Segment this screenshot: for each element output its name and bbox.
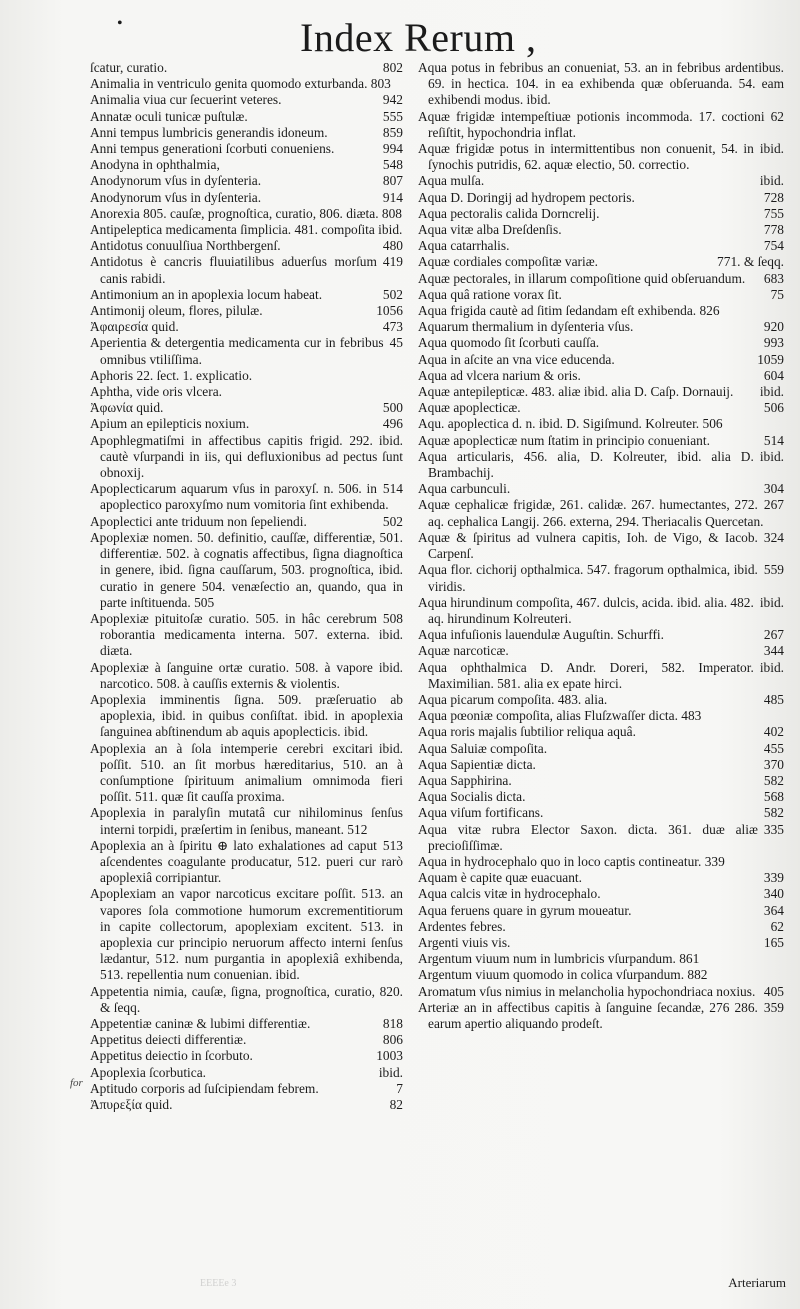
index-entry [418,562,784,594]
index-entry [90,838,403,887]
index-entry [90,109,403,125]
index-entry-text: Aqua ophthalmica D. Andr. Doreri, 582. Imperator. Maximilian. 581. alia ex epate hirci. [418,659,754,691]
index-entry-page: 62 [770,918,784,934]
index-entry-text: Apoplexia an à ſola intemperie cerebri excitari poſſit. 510. an ſit morbus hæreditarius, 510. an à conſumptione ſpirituum animalium omnimoda fieri poſſit. 511. quæ ſit cauſſa proxima. [90,740,403,805]
index-entry-text: Aquæ apoplecticæ. [418,400,521,416]
page-title: Index Rerum , [300,15,537,60]
index-entry-text: Aqua picarum compoſita. 483. alia. [418,691,608,707]
index-entry [418,433,784,449]
index-entry [418,822,784,854]
index-entry [90,92,403,108]
index-entry-page: 807 [382,173,403,189]
index-entry-text: Antidotus è cancris fluuiatilibus aduerſus morſum canis rabidi. [90,254,377,286]
index-entry-text: Aqua flor. cichorij opthalmica. 547. fragorum opthalmica, ibid. viridis. [418,562,758,594]
index-entry-page: 1056 [376,303,403,319]
index-entry-page: 455 [763,740,784,756]
index-entry [418,692,784,708]
index-entry-page: 555 [382,108,403,124]
index-entry [90,481,403,513]
index-entry-text: Annatæ oculi tunicæ puſtulæ. [90,108,248,124]
index-entry-page: 419 [382,254,403,270]
index-entry-page: 480 [382,238,403,254]
index-entry [418,854,784,870]
index-entry-page: 502 [382,286,403,302]
index-entry [418,400,784,416]
index-entry-text: Aqua vitæ alba Dreſdenſis. [418,222,562,238]
index-entry [90,530,403,611]
index-entry-page: 993 [763,335,784,351]
index-entry [418,481,784,497]
index-entry-page: 818 [382,1015,403,1031]
index-entry-text: Apoplectici ante triduum non ſepeliendi. [90,513,307,529]
index-entry-text: Antipeleptica medicamenta ſimplicia. 481. compoſita ibid. [90,222,403,238]
index-entry-page: 496 [382,416,403,432]
index-entry [418,352,784,368]
index-entry-page: ibid. [378,659,403,675]
index-entry [90,222,403,238]
index-entry [90,611,403,660]
index-entry-text: Apophlegmatiſmi in affectibus capitis frigid. 292. cautè vſurpandi in iis, qui defluxionibus ad pectus ſunt obnoxij. [90,432,403,481]
index-entry-text: Aqua catarrhalis. [418,238,510,254]
index-entry-page: 364 [763,902,784,918]
index-entry-text: Aqua feruens quare in gyrum moueatur. [418,902,632,918]
index-entry [90,254,403,286]
index-entry-text: Aqua Socialis dicta. [418,789,526,805]
index-entry-text: Arteriæ an in affectibus capitis à ſanguine ſecandæ, 276 286. earum apertio aliquando prodeſt. [418,999,758,1031]
index-entry [90,1097,403,1113]
index-entry-text: Aquæ pectorales, in illarum compoſitione quid obſeruandum. [418,270,746,286]
index-entry [418,789,784,805]
index-entry-text: Apoplexiæ nomen. 50. definitio, cauſſæ, differentiæ, 501. differentiæ. 502. à cognatis affectibus, ſigna diagnoſtica in genere, ibid. ſigna cauſſarum, 503. prognoſtica, ibid. curatio in genere 504. venæſectio an, quando, qua in parte inſtituenda. 505 [90,529,403,610]
index-entry [90,141,403,157]
index-entry-page: 75 [770,286,784,302]
index-entry-text: Aphoris 22. ſect. 1. explicatio. [90,367,253,383]
index-entry [90,400,403,416]
index-entry [90,741,403,806]
index-entry-text: Aquæ antepilepticæ. 483. aliæ ibid. alia D. Caſp. Dornauij. [418,384,734,400]
index-entry-page: 165 [763,934,784,950]
index-entry-text: Anorexia 805. cauſæ, prognoſtica, curatio, 806. diæta. 808 [90,205,403,221]
index-entry-text: Aqua in hydrocephalo quo in loco captis contineatur. 339 [418,853,725,869]
index-entry-page: 548 [382,157,403,173]
index-entry-text: Anodyna in ophthalmia, [90,157,220,173]
index-entry [418,271,784,287]
index-entry [418,773,784,789]
index-entry-text: Aqua Sapientiæ dicta. [418,756,536,772]
index-entry [418,303,784,319]
index-entry-text: Aquæ apoplecticæ num ſtatim in principio conueniant. [418,432,710,448]
index-entry-text: Aqua Sapphirina. [418,772,512,788]
index-entry-page: 914 [382,189,403,205]
index-entry [90,60,403,76]
index-entry-page: 1059 [757,351,784,367]
index-entry-page: 485 [763,691,784,707]
index-entry-page: 683 [763,270,784,286]
index-entry-page: 62 [770,108,784,124]
index-entry-text: Antimonium an in apoplexia locum habeat. [90,286,323,302]
index-entry-text: Argenti viuis vis. [418,934,511,950]
index-entry-text: Aquarum thermalium in dyſenteria vſus. [418,319,634,335]
index-entry-page: 513 [382,837,403,853]
index-entry-text: Aqua frigida cautè ad ſitim ſedandam eſt exhibenda. 826 [418,303,720,319]
index-entry [90,76,403,92]
index-entry-text: Aquæ & ſpiritus ad vulnera capitis, Ioh. de Vigo, & Iacob. Carpenſ. [418,529,758,562]
right-index-column [418,60,784,1032]
index-entry [418,60,784,109]
index-entry-text: Animalia viua cur ſecuerint veteres. [90,92,282,108]
index-entry [418,222,784,238]
index-entry-text: Ἀφαιρεσία quid. [90,319,179,335]
index-entry-text: Antimonij oleum, flores, pilulæ. [90,303,263,319]
index-entry-text: Argentum viuum num in lumbricis vſurpandum. 861 [418,951,700,967]
header-marker: • [117,15,123,32]
index-entry [90,238,403,254]
index-entry-text: Apium an epilepticis noxium. [90,416,250,432]
index-entry-page: ibid. [378,432,403,448]
index-entry [90,805,403,837]
index-entry-page: ibid. [759,173,784,189]
index-entry-page: 506 [763,400,784,416]
catchword: Arteriarum [728,1275,786,1290]
index-entry [418,886,784,902]
index-entry [418,919,784,935]
index-entry [418,206,784,222]
index-entry-page: 806 [382,1032,403,1048]
index-entry-page: 45 [389,335,403,351]
index-entry [418,805,784,821]
index-entry-page: 755 [763,205,784,221]
index-entry [90,984,403,1016]
index-entry-text: Apoplexia an à ſpiritu ⊕ lato exhalationes ad caput aſcendentes coagulante producatur, 512. pueri cur rarò apoplexiâ corripiantur. [90,837,403,886]
index-entry [418,870,784,886]
index-entry-page: 370 [763,756,784,772]
index-entry-text: Anodynorum vſus in dyſenteria. [90,189,262,205]
index-entry-page: 568 [763,789,784,805]
index-entry-page: 754 [763,238,784,254]
index-entry [418,190,784,206]
index-entry-text: Ardentes febres. [418,918,506,934]
left-index-column [90,60,403,1113]
index-entry [418,757,784,773]
index-entry-text: Ἀφωνία quid. [90,400,164,416]
index-entry-page: 778 [763,222,784,238]
index-entry [418,287,784,303]
index-entry-page: 802 [382,60,403,75]
index-entry [90,384,403,400]
index-entry [418,368,784,384]
index-entry-text: Aqua potus in febribus an conueniat, 53. an in febribus ardentibus. 69. in hectica. 104. in ea exhibenda quæ obſeruanda. 54. eam exhibendi modus. ibid. [418,60,784,108]
index-entry-text: Aquæ cordiales compoſitæ variæ. [418,254,599,270]
index-entry [418,530,784,562]
index-entry [418,935,784,951]
index-entry [90,368,403,384]
index-entry [418,984,784,1000]
index-entry-page: 500 [382,400,403,416]
index-entry [418,173,784,189]
index-entry-text: Apoplexia in paralyſin mutatâ cur nihilominus ſenſus interni torpidi, præſertim in ſenibus, maneant. 512 [90,805,403,837]
index-entry [90,125,403,141]
index-entry-text: Appetentia nimia, cauſæ, ſigna, prognoſtica, curatio, 820. & ſeqq. [90,983,403,1015]
index-entry [418,741,784,757]
index-entry [418,384,784,400]
index-entry-text: Aqua pectoralis calida Dorncrelij. [418,205,600,221]
index-entry-page: ibid. [759,141,784,157]
index-entry [90,886,403,983]
index-entry-page: 402 [763,724,784,740]
index-entry-text: Aqua vitæ rubra Elector Saxon. dicta. 361. duæ aliæ precioſiſſimæ. [418,821,758,853]
index-entry-page: 267 [763,627,784,643]
index-entry [90,1032,403,1048]
index-entry-page: 304 [763,481,784,497]
index-entry-text: Aqua hirundinum compoſita, 467. dulcis, acida. ibid. alia. 482. aq. hirundinum Kolreuteri. [418,594,754,626]
index-entry-text: Apoplexiæ à ſanguine ortæ curatio. 508. à vapore narcotico. 508. à cauſſis externis & violentis. [90,659,373,691]
index-entry [418,724,784,740]
index-entry-text: Aqua calcis vitæ in hydrocephalo. [418,886,601,902]
index-entry [418,660,784,692]
index-entry-page: 508 [382,610,403,626]
index-entry-page: ibid. [759,659,784,675]
index-entry [418,449,784,481]
index-entry-text: Aqua mulſa. [418,173,485,189]
margin-note: for [70,1077,83,1089]
index-entry-text: Appetitus deiectio in ſcorbuto. [90,1048,253,1064]
index-entry-text: Aquæ frigidæ intempeſtiuæ potionis incommoda. 17. coctioni reſiſtit, hypochondria inflat. [418,108,765,140]
index-entry-text: Appetentiæ caninæ & lubimi differentiæ. [90,1015,311,1031]
index-entry-text: Anni tempus lumbricis generandis idoneum. [90,124,328,140]
index-entry [90,1016,403,1032]
index-entry-text: Apoplexiam an vapor narcoticus excitare poſſit. 513. an vapores ſola commotione humorum excrementitiorum in capite collectorum, apoplexiam excitent. 513. in apoplexia cur principio neruorum affecto interni ſenſus lædantur, 512. num purgantia in apoplexiâ exhibenda, 513. repellentia num conuenian. ibid. [90,886,403,983]
index-entry-text: Aqua Saluiæ compoſita. [418,740,548,756]
index-entry-page: 1003 [376,1048,403,1064]
index-entry-page: ibid. [378,1064,403,1080]
index-entry [90,206,403,222]
index-entry [90,190,403,206]
index-entry [90,1048,403,1064]
index-entry-page: 340 [763,886,784,902]
index-entry-text: Aqua in aſcite an vna vice educenda. [418,351,615,367]
index-entry [90,303,403,319]
index-entry-text: Aquæ frigidæ potus in intermittentibus non conuenit, 54. in ſynochis putridis, 62. aquæ electio, 50. correctio. [418,141,754,173]
index-entry-text: Apoplecticarum aquarum vſus in paroxyſ. n. 506. in apoplectico paroxyſmo num vomitoria ſint exhibenda. [90,481,389,513]
index-entry-page: 771. & ſeqq. [717,254,784,270]
index-entry-text: Antidotus conuulſiua Northbergenſ. [90,238,281,254]
index-entry-page: 920 [763,319,784,335]
index-entry [418,254,784,270]
index-entry [418,967,784,983]
index-entry-page: 502 [382,513,403,529]
index-entry-page: 994 [382,141,403,157]
index-entry-text: Animalia in ventriculo genita quomodo exturbanda. 803 [90,76,391,92]
index-entry-text: Appetitus deiecti differentiæ. [90,1032,247,1048]
index-entry [90,416,403,432]
index-entry-text: Aqua infuſionis lauendulæ Auguſtin. Schurffi. [418,627,664,643]
index-entry-text: Anni tempus generationi ſcorbuti conueniens. [90,141,335,157]
index-entry-page: 7 [396,1080,403,1096]
index-entry-page: 582 [763,772,784,788]
index-entry-page: 405 [763,983,784,999]
index-entry [418,319,784,335]
index-entry [90,514,403,530]
index-entry-page: 339 [763,870,784,886]
index-entry-page: 942 [382,92,403,108]
index-entry-text: Aromatum vſus nimius in melancholia hypochondriaca noxius. [418,983,756,999]
index-entry-page: 582 [763,805,784,821]
index-entry-text: Aqua carbunculi. [418,481,511,497]
index-entry [90,433,403,482]
index-entry-text: ſcatur, curatio. [90,60,168,75]
index-entry-page: 267 [763,497,784,513]
index-entry [90,335,403,367]
index-entry-page: ibid. [378,740,403,756]
index-entry-text: Aquæ narcoticæ. [418,643,509,659]
index-entry [418,708,784,724]
index-entry-text: Aqua quomodo ſit ſcorbuti cauſſa. [418,335,600,351]
index-entry [90,157,403,173]
index-entry [90,660,403,692]
index-entry [90,692,403,741]
index-entry-page: 324 [763,529,784,545]
index-entry-text: Apoplexia imminentis ſigna. 509. præſeruatio ab apoplexia, ibid. in quibus conſiſtat. ibid. in apoplexia ſanguinea abſtinendum ab aquis apoplecticis. ibid. [90,691,403,740]
index-entry-page: 359 [763,999,784,1015]
index-entry-text: Aperientia & detergentia medicamenta cur in febribus omnibus vtiliſſima. [90,335,384,367]
index-entry-page: 728 [763,189,784,205]
index-entry [418,1000,784,1032]
index-entry-text: Aqua articularis, 456. alia, D. Kolreuter, ibid. alia D. Brambachij. [418,448,754,481]
index-entry-page: 473 [382,319,403,335]
index-entry-text: Aquæ cephalicæ frigidæ, 261. calidæ. 267. humectantes, 272. aq. cephalica Langij. 266. externa, 294. Theriacalis Quercetan. [418,497,764,529]
index-entry-page: 559 [763,562,784,578]
index-entry [418,595,784,627]
index-entry-page: ibid. [759,448,784,464]
page-header [0,8,800,60]
index-entry-text: Aqua roris majalis ſubtilior reliqua aquâ. [418,724,636,740]
index-entry-text: Anodynorum vſus in dyſenteria. [90,173,262,189]
index-entry-text: Aphtha, vide oris vlcera. [90,384,223,400]
index-entry [90,1081,403,1097]
index-entry-page: 604 [763,367,784,383]
index-entry-text: Apoplexiæ pituitoſæ curatio. 505. in hâc cerebrum roborantia medicamenta interna. 507. externa. ibid. diæta. [90,610,403,659]
index-entry-page: 514 [382,481,403,497]
index-entry [418,903,784,919]
index-entry-page: 335 [763,821,784,837]
index-entry [418,416,784,432]
index-entry [418,643,784,659]
index-entry-text: Aqua viſum fortificans. [418,805,544,821]
signature-mark: EEEEe 3 [200,1278,237,1289]
index-entry-page: 514 [763,432,784,448]
index-entry-text: Aqua quâ ratione vorax ſit. [418,286,562,302]
index-entry-text: Aqu. apoplectica d. n. ibid. D. Sigiſmund. Kolreuter. 506 [418,416,723,432]
index-entry-page: ibid. [759,384,784,400]
index-entry [90,319,403,335]
index-entry-text: Ἀπυρεξία quid. [90,1097,173,1112]
index-entry-text: Apoplexia ſcorbutica. [90,1064,207,1080]
index-entry [418,109,784,141]
index-entry-page: ibid. [759,594,784,610]
index-entry [418,238,784,254]
index-entry [418,627,784,643]
index-entry [418,951,784,967]
index-entry-text: Aqua pœoniæ compoſita, alias Fluſzwaſſer dicta. 483 [418,708,702,724]
index-entry [418,141,784,173]
index-entry [90,1065,403,1081]
index-entry-page: 344 [763,643,784,659]
index-entry [418,335,784,351]
index-entry-page: 82 [389,1097,403,1112]
index-entry [90,173,403,189]
index-entry-text: Aqua ad vlcera narium & oris. [418,367,581,383]
index-entry-text: Aptitudo corporis ad ſuſcipiendam febrem. [90,1080,319,1096]
index-entry-text: Argentum viuum quomodo in colica vſurpandum. 882 [418,967,708,983]
index-entry-text: Aqua D. Doringij ad hydropem pectoris. [418,189,635,205]
index-entry-text: Aquam è capite quæ euacuant. [418,870,582,886]
index-entry [418,497,784,529]
index-entry-page: 859 [382,124,403,140]
index-entry [90,287,403,303]
